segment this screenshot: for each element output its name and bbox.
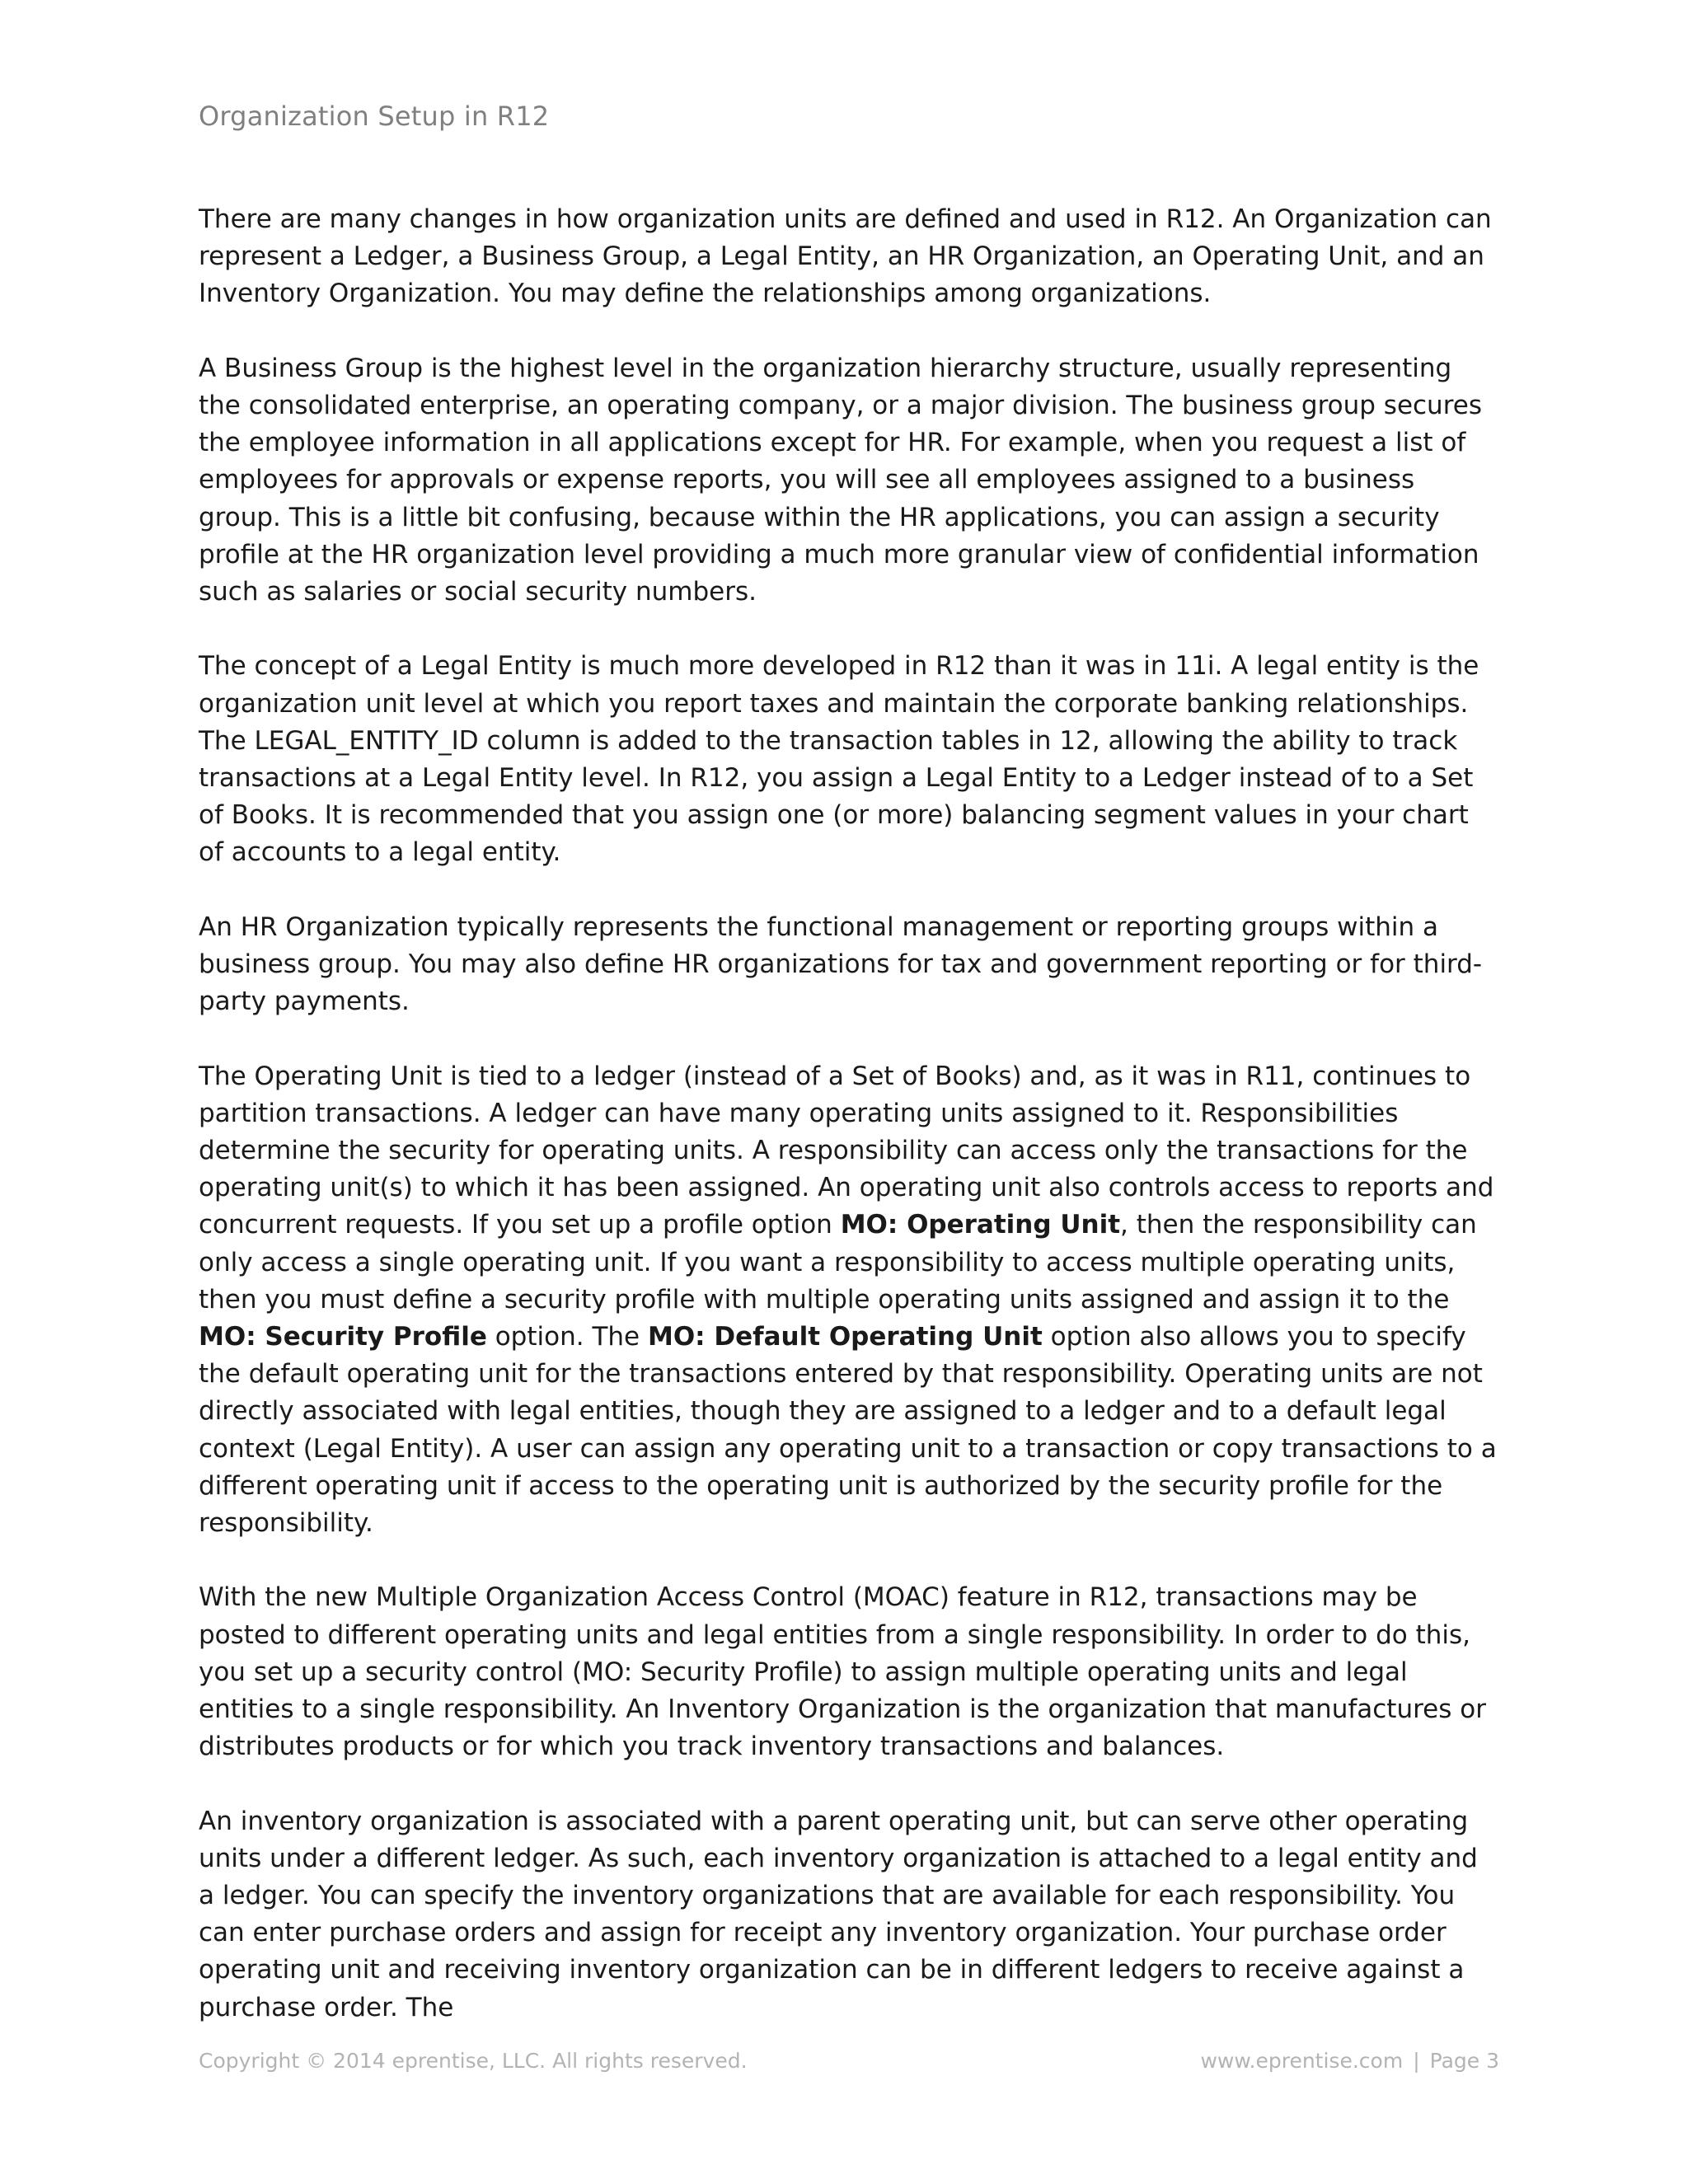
paragraph-business-group: A Business Group is the highest level in the organization hierarchy structure, usually representing the consolidated enterprise, an operating company, or a major division. The business group secures the employee information in all applications except for HR. For example, when you request a list of employees for approvals or expense reports, you will see all employees assigned to a business group. This is a little bit confusing, because within the HR applications, you can assign a security profile at the HR organization level providing a much more granular view of confidential information such as salaries or social security numbers. bbox=[199, 353, 1482, 607]
footer-page-number: Page 3 bbox=[1429, 2049, 1499, 2073]
mo-security-profile-term: MO: Security Profile bbox=[199, 1322, 487, 1352]
paragraph-organizations-intro: There are many changes in how organization units are defined and used in R12. An Organization can represent a Ledger, a Business Group, a Legal Entity, an HR Organization, an Operating Unit, and an Inventory Organization. You may define the relationships among organizations. bbox=[199, 204, 1492, 309]
mo-default-operating-unit-term: MO: Default Operating Unit bbox=[647, 1322, 1043, 1352]
footer-separator: | bbox=[1413, 2049, 1420, 2073]
paragraph-inventory-organization: An inventory organization is associated with a parent operating unit, but can serve other operating units under a different ledger. As such, each inventory organization is attached to a legal entity and a ledger. You can specify the inventory organizations that are available for each responsibility. You can enter purchase orders and assign for receipt any inventory organization. Your purchase order operating unit and receiving inventory organization can be in different ledgers to receive against a purchase order. The bbox=[199, 1806, 1478, 2022]
operating-unit-text-2: , then the responsibility can only access a single operating unit. If you want a responsibility to access multiple operating units, then you must define a security profile with multiple operating units assigned and assign it to the bbox=[199, 1210, 1477, 1315]
operating-unit-text-4: option also allows you to specify the default operating unit for the transactions entered by that responsibility. Operating units are not directly associated with legal entities, though they are assigned to a ledger and to a default legal context (Legal Entity). A user can assign any operating unit to a transaction or copy transactions to a different operating unit if access to the operating unit is authorized by the security profile for the responsibility. bbox=[199, 1322, 1497, 1539]
paragraph-hr-organization: An HR Organization typically represents the functional management or reporting groups within a business group. You may also define HR organizations for tax and government reporting or for third-party payments. bbox=[199, 912, 1483, 1017]
document-body bbox=[199, 201, 1501, 2064]
operating-unit-text-1: The Operating Unit is tied to a ledger (instead of a Set of Books) and, as it was in R11, continues to partition transactions. A ledger can have many operating units assigned to it. Responsibilities determine the security for operating units. A responsibility can access only the transactions for the operating unit(s) to which it has been assigned. An operating unit also controls access to reports and concurrent requests. If you set up a profile option bbox=[199, 1061, 1494, 1240]
paragraph-operating-unit bbox=[199, 1058, 1501, 1543]
footer-copyright: Copyright © 2014 eprentise, LLC. All rights reserved. bbox=[199, 2049, 748, 2073]
paragraph-legal-entity: The concept of a Legal Entity is much more developed in R12 than it was in 11i. A legal entity is the organization unit level at which you report taxes and maintain the corporate banking relationships. The LEGAL_ENTITY_ID column is added to the transaction tables in 12, allowing the ability to track transactions at a Legal Entity level. In R12, you assign a Legal Entity to a Ledger instead of to a Set of Books. It is recommended that you assign one (or more) balancing segment values in your chart of accounts to a legal entity. bbox=[199, 651, 1479, 868]
mo-operating-unit-term: MO: Operating Unit bbox=[840, 1210, 1121, 1240]
page-header-title: Organization Setup in R12 bbox=[199, 101, 550, 132]
operating-unit-text-3: option. The bbox=[486, 1322, 648, 1352]
paragraph-moac: With the new Multiple Organization Access Control (MOAC) feature in R12, transactions may be posted to different operating units and legal entities from a single responsibility. In order to do this, you set up a security control (MO: Security Profile) to assign multiple operating units and legal entities to a single responsibility. An Inventory Organization is the organization that manufactures or distributes products or for which you track inventory transactions and balances. bbox=[199, 1582, 1486, 1762]
footer-right bbox=[1200, 2049, 1499, 2073]
footer-website-link[interactable]: www.eprentise.com bbox=[1200, 2049, 1404, 2073]
